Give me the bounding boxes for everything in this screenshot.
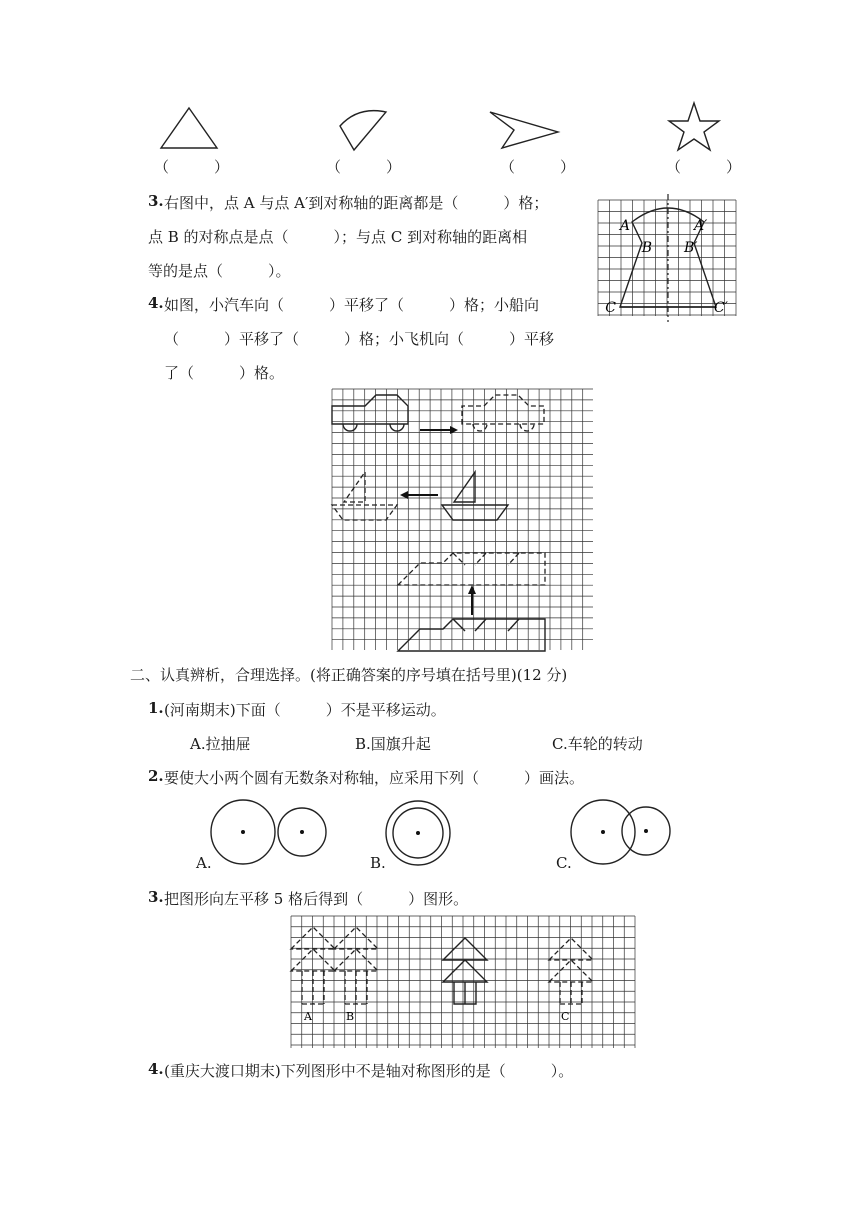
label-C: C [605,300,616,316]
s2-q2-number: 2. [148,767,164,785]
q3-number: 3. [148,192,164,210]
label-A: A [619,218,630,234]
label-tree-c: C [561,1010,570,1023]
s2-q2-option-c: C. [556,854,572,872]
q3-line2: 点 B 的对称点是点（ ）；与点 C 到对称轴的距离相 [148,228,528,246]
label-tree-a: A [304,1010,312,1023]
q4-line1: 如图，小汽车向（ ）平移了（ ）格；小船向 [164,296,540,314]
q4-number: 4. [148,294,164,312]
s2-q2-text: 要使大小两个圆有无数条对称轴，应采用下列（ ）画法。 [164,769,585,787]
symmetry-figure [598,200,738,318]
label-B: B [641,240,652,256]
s2-q4-number: 4. [148,1060,164,1078]
q3-line1: 右图中，点 A 与点 A′到对称轴的距离都是（ ）格； [164,194,549,212]
s2-q2-option-b: B. [370,854,386,872]
s2-q4-text: (重庆大渡口期末)下列图形中不是轴对称图形的是（ ）。 [164,1062,574,1080]
blank-2: （ ） [326,158,402,176]
s2-q1-option-a: A.拉抽屉 [190,735,251,753]
tree-option-b [334,927,378,1023]
s2-q1-option-c: C.车轮的转动 [552,735,643,753]
s2-q3-text: 把图形向左平移 5 格后得到（ ）图形。 [164,890,469,908]
label-C-prime: C′ [714,300,728,316]
label-tree-b: B [346,1010,355,1023]
tree-grid [291,916,635,1048]
triangle-shape [158,106,220,150]
star-shape [666,100,722,152]
s2-q1-number: 1. [148,699,164,717]
s2-q3-number: 3. [148,888,164,906]
q4-line2: （ ）平移了（ ）格；小飞机向（ ）平移 [164,330,555,348]
s2-q1-text: (河南期末)下面（ ）不是平移运动。 [164,701,446,719]
blank-1: （ ） [154,158,230,176]
circles-option-a [210,800,330,866]
blank-4: （ ） [666,158,742,176]
s2-q1-option-b: B.国旗升起 [355,735,431,753]
fan-shape [334,104,390,152]
translation-grid [332,389,594,651]
blank-3: （ ） [500,158,576,176]
q4-line3: 了（ ）格。 [164,364,285,382]
tree-option-a [291,927,335,1023]
label-B-prime: B′ [684,240,698,256]
arrow-shape [486,108,562,150]
s2-q2-option-a: A. [196,854,212,872]
label-A-prime: A′ [694,218,708,234]
q3-line3: 等的是点（ ）。 [148,262,291,280]
section-2-heading: 二、认真辨析，合理选择。(将正确答案的序号填在括号里)(12 分) [130,666,568,684]
circles-option-c [570,800,674,866]
circles-option-b [385,800,453,868]
